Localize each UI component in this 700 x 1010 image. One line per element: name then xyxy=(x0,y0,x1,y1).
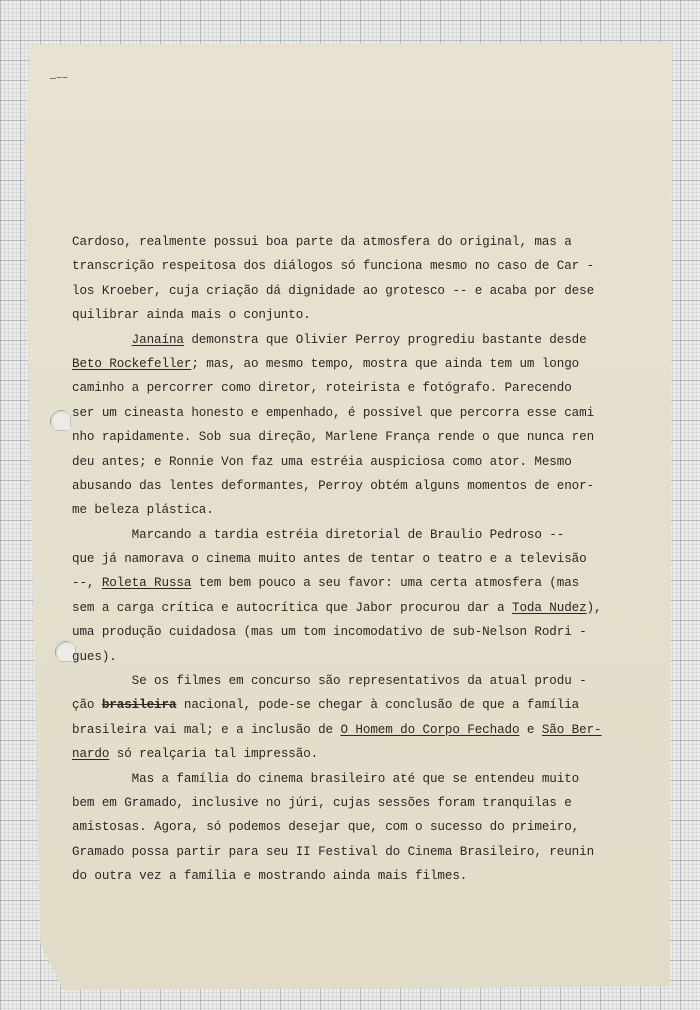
text-segment: que já namorava o cinema muito antes de tentar o teatro e a televisão xyxy=(72,552,587,567)
text-segment: transcrição respeitosa dos diálogos só funciona mesmo no caso de Car - xyxy=(72,259,595,274)
struck-word: brasileira xyxy=(101,698,177,713)
text-segment: ), xyxy=(586,600,602,615)
text-segment: só realçaria tal impressão. xyxy=(109,747,319,762)
underlined-title: Roleta Russa xyxy=(101,576,192,591)
text-segment: nacional, pode-se chegar à conclusão de que a família xyxy=(176,698,580,713)
text-line xyxy=(72,815,632,839)
text-line xyxy=(72,547,632,571)
underlined-title: Beto Rockefeller xyxy=(72,356,192,371)
text-segment: uma produção cuidadosa (mas um tom incomodativo de sub-Nelson Rodri - xyxy=(72,625,587,640)
text-segment: demonstra que Olivier Perroy progrediu bastante desde xyxy=(183,332,587,347)
underlined-title: nardo xyxy=(72,747,110,762)
text-line xyxy=(72,279,632,303)
text-segment: Marcando a tardia estréia diretorial de Braulio Pedroso -- xyxy=(72,527,565,542)
underlined-title: O Homem do Corpo Fechado xyxy=(340,722,520,737)
text-segment: Cardoso, realmente possui boa parte da atmosfera do original, mas a xyxy=(72,235,572,249)
text-segment: deu antes; e Ronnie Von faz uma estréia auspiciosa como ator. Mesmo xyxy=(72,454,572,469)
text-segment: abusando das lentes deformantes, Perroy obtém alguns momentos de enor- xyxy=(72,478,595,493)
punch-hole xyxy=(50,410,72,432)
text-segment: caminho a percorrer como diretor, roteirista e fotógrafo. Parecendo xyxy=(72,381,572,396)
text-line xyxy=(72,352,632,376)
text-segment: do outra vez a família e mostrando ainda mais filmes. xyxy=(72,869,468,884)
text-segment: los Kroeber, cuja criação dá dignidade ao grotesco -- e acaba por dese xyxy=(72,283,595,298)
text-line xyxy=(72,425,632,449)
text-segment: quilibrar ainda mais o conjunto. xyxy=(72,308,311,323)
text-line xyxy=(72,376,632,400)
text-line xyxy=(72,523,632,547)
underlined-title: Janaína xyxy=(131,332,184,347)
text-line xyxy=(72,620,632,644)
text-segment: sem a carga crítica e autocrítica que Jabor procurou dar a xyxy=(72,600,512,615)
text-line xyxy=(72,645,632,669)
article-text xyxy=(72,230,632,889)
text-line xyxy=(72,669,632,693)
text-segment: Se os filmes em concurso são representativos da atual produ - xyxy=(72,674,587,689)
underlined-title: Toda Nudez xyxy=(512,600,587,615)
text-segment: ; mas, ao mesmo tempo, mostra que ainda tem um longo xyxy=(191,356,580,371)
text-line xyxy=(72,596,632,620)
text-segment: ser um cineasta honesto e empenhado, é possível que percorra esse cami xyxy=(72,405,595,420)
corner-mark: —~~ xyxy=(50,74,69,85)
text-line xyxy=(72,767,632,791)
text-line xyxy=(72,840,632,864)
text-line xyxy=(72,230,632,254)
text-line xyxy=(72,864,632,888)
text-line xyxy=(72,718,632,742)
text-segment: ção xyxy=(72,698,102,713)
text-segment: Gramado possa partir para seu II Festival do Cinema Brasileiro, reunin xyxy=(72,844,595,859)
text-line xyxy=(72,791,632,815)
text-line xyxy=(72,254,632,278)
text-segment: bem em Gramado, inclusive no júri, cujas sessões foram tranquilas e xyxy=(72,795,572,810)
text-segment: Mas a família do cinema brasileiro até que se entendeu muito xyxy=(72,771,580,786)
text-line xyxy=(72,693,632,717)
text-line xyxy=(72,328,632,352)
text-line xyxy=(72,742,632,766)
text-line xyxy=(72,303,632,327)
text-segment: --, xyxy=(72,576,102,591)
text-segment: amistosas. Agora, só podemos desejar que, com o sucesso do primeiro, xyxy=(72,820,580,835)
text-segment: me beleza plástica. xyxy=(72,503,214,518)
text-segment: gues). xyxy=(72,649,117,664)
text-segment: nho rapidamente. Sob sua direção, Marlene França rende o que nunca ren xyxy=(72,430,595,445)
text-line xyxy=(72,571,632,595)
text-line xyxy=(72,498,632,522)
text-segment: brasileira vai mal; e a inclusão de xyxy=(72,722,341,737)
underlined-title: São Ber- xyxy=(541,722,602,737)
text-line xyxy=(72,450,632,474)
text-segment: tem bem pouco a seu favor: uma certa atmosfera (mas xyxy=(191,576,580,591)
text-line xyxy=(72,401,632,425)
text-line xyxy=(72,474,632,498)
text-segment xyxy=(72,333,132,347)
text-segment: e xyxy=(519,722,542,737)
